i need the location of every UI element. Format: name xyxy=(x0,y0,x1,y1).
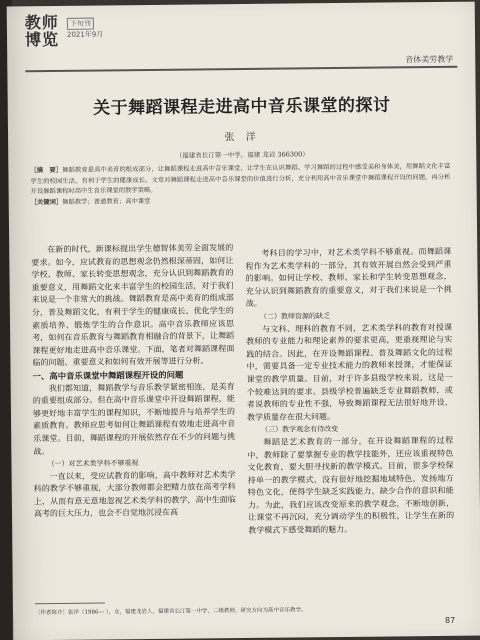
journal-page xyxy=(7,2,480,640)
issue-label: 下旬刊 xyxy=(67,18,94,30)
author-affiliation: （福建省长汀第一中学，福建 龙岩 366300） xyxy=(175,150,309,160)
section-heading: 一、高中音乐课堂中舞蹈课程开设的问题 xyxy=(32,369,184,382)
paragraph: 与文科、理科的教育不同，艺术类学科的教育对授课教师的专业能力和理论素养的要求更高，更重视理论与实践的结合。因此，在开设舞蹈课程、普及舞蹈文化的过程中，需要具备一定专业技术能力的教师来授课，才能保证课堂的教学质量。目前，对于许多县级学校来说，这是一个较难达到的要求。县级学校普遍缺乏专业舞蹈教师，或者说教师的专业性不强，导致舞蹈课程无法很好地开设，教学质量存在很大问题。 xyxy=(246,322,453,422)
journal-issue xyxy=(67,17,104,39)
keywords-text: 舞蹈教学；普通教育；高中课堂 xyxy=(62,197,151,206)
subsection-heading: （三）教学观念有待改变 xyxy=(261,425,339,435)
paragraph: 舞蹈是艺术教育的一部分，在开设舞蹈课程的过程中，教师除了要掌握专业的教学技能外，还应该重视特色文化教育，要大胆寻找新的教学模式。目前，很多学校保持单一的教学模式，没有很好地挖掘地域特色，发扬地方特色文化，使得学生缺乏实践能力，缺少合作的意识和能力。为此，我们应该改变原来的教学观念，不断地创新，让课堂不再沉闷，充分调动学生的积极性，让学生在新的教学模式下感受舞蹈的魅力。 xyxy=(247,435,455,536)
footnote-rule xyxy=(35,602,105,604)
author-footnote: ［作者简介］张洋（1986— ），女，福建龙岩人，福建省长汀第一中学，二级教师，研究方向为高中音乐教学。 xyxy=(35,607,307,617)
header-rule xyxy=(25,66,457,73)
abstract-label: ［摘 要］ xyxy=(30,166,63,175)
article-title: 关于舞蹈课程走进高中音乐课堂的探讨 xyxy=(92,95,391,119)
section-label: 音体美劳教学 xyxy=(405,54,454,65)
paragraph: 我们都知道，舞蹈教学与音乐教学紧密相连，是美育的重要组成部分。但在高中音乐课堂中开设舞蹈课程，能够更好地丰富学生的课程知识，不断地提升与培养学生的素质教育。教师应思考如何让舞蹈课程有效地走进高中音乐课堂。目前，舞蹈课程的开展依然存在不少的问题与挑战。 xyxy=(32,381,236,456)
keywords-label: ［关键词］ xyxy=(30,198,63,207)
subsection-heading: （一）对艺术类学科不够重视 xyxy=(47,459,139,469)
journal-logo xyxy=(25,14,59,48)
abstract-block xyxy=(30,162,450,209)
page-number: 87 xyxy=(444,615,456,625)
abstract xyxy=(30,162,450,198)
journal-name-line1: 教师 xyxy=(24,12,59,33)
article-author: 张 洋 xyxy=(224,131,260,144)
abstract-text: 舞蹈教育是高中美育的组成部分，让舞蹈课程走进高中音乐课堂，让学生在认识舞蹈、学习舞蹈的过程中感受美和身体美，用舞蹈文化丰富学生的校园生活，有利于学生的健康成长。文章对舞蹈课程走进高中音乐课堂的价值进行分析，充分利用高中音乐课堂中舞蹈课程开设的问题，再分析开设舞蹈课程时高中生音乐课堂的教学策略。 xyxy=(30,162,451,196)
issue-date: 2021年9月 xyxy=(66,30,104,39)
right-column xyxy=(245,246,454,538)
paragraph: 在新的时代，新课标提出学生德智体美劳全面发展的要求。如今，应试教育的思想观念仍然根深蒂固，如何让学校、教师、家长转变思想观念，充分认识到舞蹈教育的重要意义，用舞蹈文化来丰富学生的校园生活，对于我们来说是一个非常大的挑战。舞蹈教育是高中美育的组成部分，普及舞蹈文化，有利于学生的健康成长、优化学生的素质培养、锻炼学生的合作意识。高中音乐教师应该思考，如何在音乐教育与舞蹈教育相融合的背景下，让舞蹈课程更好地走进高中音乐课堂。下面，笔者对舞蹈课程面临的问题、重要意义和如何有效开展等进行分析。 xyxy=(31,243,235,368)
paragraph: 一直以来，受应试教育的影响，高中教师对艺术类学科的教学不够重视，大部分教师都会把精力放在高考学科上，从而有意无意地忽视艺术类学科的教学，高中生面临高考的巨大压力，也会不自觉地沉浸在高 xyxy=(33,469,236,519)
subsection-heading: （二）教师资源的缺乏 xyxy=(259,312,330,321)
journal-name-line2: 博览 xyxy=(24,29,60,50)
paragraph: 考科目的学习中，对艺术类学科不够重视。而舞蹈课程作为艺术类学科的一部分，其有效开展自然会受到严重的影响。如何让学校、教师、家长和学生转变思想观念，充分认识到舞蹈教育的重要意义，对于我们来说是一个挑战。 xyxy=(245,246,452,309)
left-column xyxy=(31,242,236,521)
